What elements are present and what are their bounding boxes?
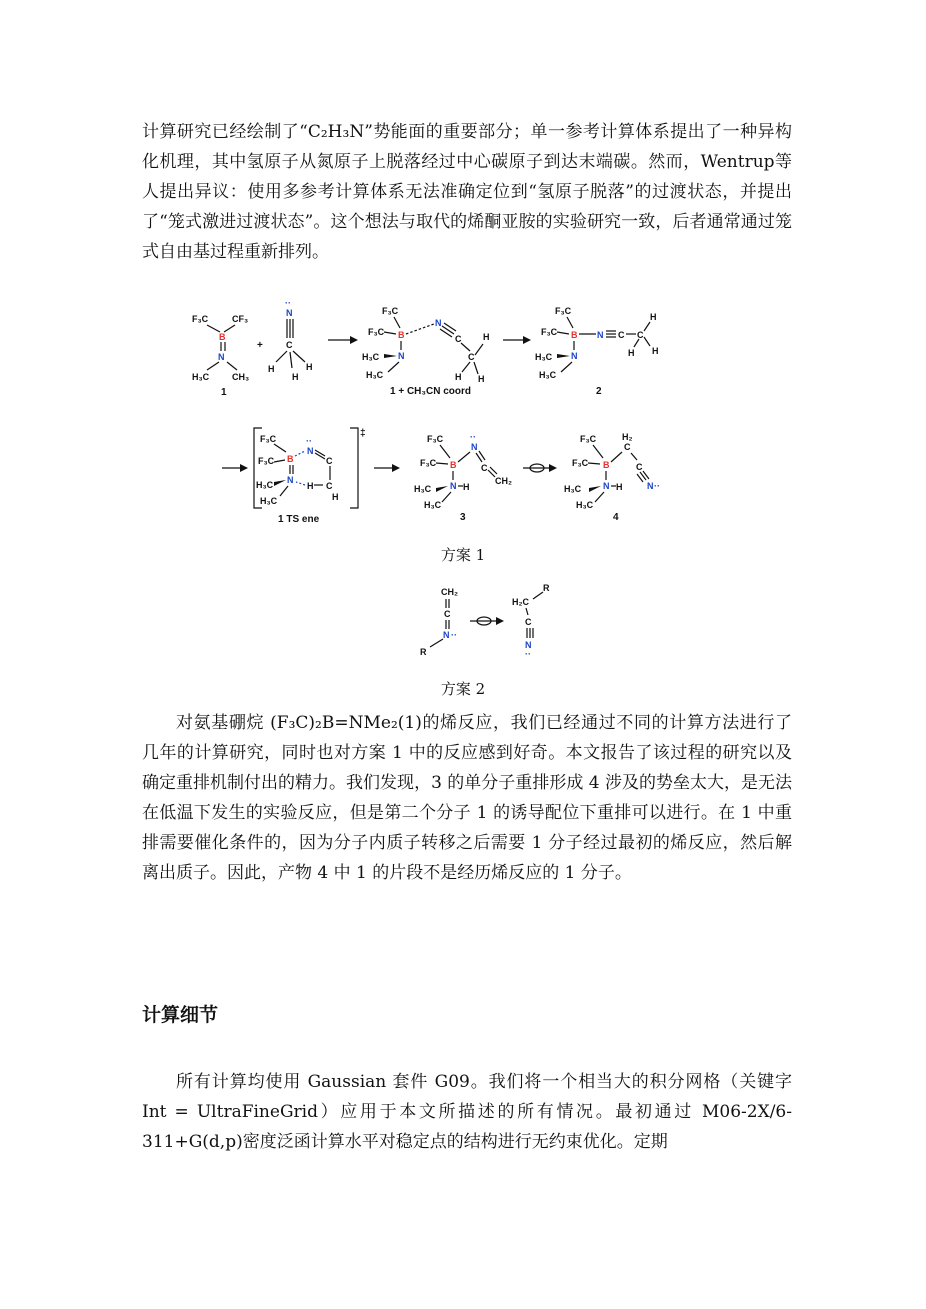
atom-label: B: [398, 330, 405, 340]
atom-label: H₃C: [424, 500, 442, 510]
atom-label: N: [398, 351, 405, 361]
atom-label: C: [636, 462, 643, 472]
compound-1-label: 1: [221, 387, 227, 398]
atom-label: C: [624, 442, 631, 452]
atom-label: H: [616, 482, 623, 492]
coord-complex-structure: [362, 306, 490, 397]
atom-label: C: [637, 330, 644, 340]
atom-label: H₂C: [512, 597, 529, 607]
lone-pair: ··: [285, 298, 291, 308]
atom-label: N: [571, 351, 578, 361]
atom-label: F₃C: [420, 458, 437, 468]
atom-label: F₃C: [260, 434, 277, 444]
scheme-1-caption: 方案 1: [440, 546, 486, 564]
atom-label: N: [597, 330, 604, 340]
atom-label: H: [628, 348, 635, 358]
atom-label: CF₃: [232, 314, 249, 324]
atom-label: F₃C: [427, 434, 444, 444]
lone-pair: ··: [470, 432, 476, 442]
atom-label: H: [332, 492, 339, 502]
atom-label: N: [218, 352, 225, 362]
atom-label: H: [307, 481, 314, 491]
intro-paragraph: 计算研究已经绘制了“C₂H₃N”势能面的重要部分；单一参考计算体系提出了一种异构化机理，其中氢原子从氮原子上脱落经过中心碳原子到达末端碳。然而，Wentrup等人提出异议：使用多参考计算体系无法准确定位到“氢原子脱落”的过渡状态，并提出了“笼式激进过渡状态”。这个想法与取代的烯酮亚胺的实验研究一致，后者通常通过笼式自由基过程重新排列。: [142, 122, 792, 262]
atom-label: H₃C: [192, 372, 210, 382]
atom-label: H: [306, 362, 313, 372]
atom-label: R: [420, 647, 427, 657]
scheme-1-figure: [0, 300, 926, 540]
scheme-2-figure: [0, 575, 926, 670]
compound-4-label: 4: [613, 512, 619, 523]
ts-mark: ‡: [360, 428, 366, 439]
lone-pair: ··: [654, 481, 660, 491]
atom-label: CH₃: [232, 372, 250, 382]
compound-3-label: 3: [460, 512, 466, 523]
plus-sign: +: [257, 340, 263, 351]
atom-label: B: [571, 330, 578, 340]
atom-label: N: [435, 318, 442, 328]
atom-label: N: [647, 481, 654, 491]
atom-label: N: [443, 630, 450, 640]
atom-label: C: [286, 340, 293, 350]
atom-label: F₃C: [572, 458, 589, 468]
compound-1-structure: [192, 314, 249, 398]
ts-ene-structure: [254, 428, 366, 525]
atom-label: H: [650, 312, 657, 322]
atom-label: F₃C: [555, 306, 572, 316]
atom-label: CH₂: [441, 587, 458, 597]
atom-label: F₃C: [580, 434, 597, 444]
atom-label: H: [455, 372, 462, 382]
scheme-2-caption: 方案 2: [440, 680, 486, 698]
atom-label: H₃C: [564, 484, 582, 494]
atom-label: N: [286, 308, 293, 318]
atom-label: H: [478, 374, 485, 384]
atom-label: F₃C: [541, 327, 558, 337]
atom-label: F₃C: [382, 306, 399, 316]
atom-label: B: [603, 460, 610, 470]
acetonitrile-structure: [268, 298, 313, 382]
compound-4-structure: [564, 432, 660, 523]
compound-3-structure: [414, 432, 512, 523]
atom-label: F₃C: [258, 456, 275, 466]
atom-label: H: [292, 372, 299, 382]
body-paragraph: 对氨基硼烷 (F₃C)₂B=NMe₂(1)的烯反应，我们已经通过不同的计算方法进行了几年的计算研究，同时也对方案 1 中的反应感到好奇。本文报告了该过程的研究以及确定重排机制付出的精力。我们发现，3 的单分子重排形成 4 涉及的势垒太大，是无法在低温下发生的实验反应，但是第二个分子 1 的诱导配位下重排可以进行。在 1 中重排需要催化条件的，因为分子内质子转移之后需要 1 分子经过最初的烯反应，然后解离出质子。因此，产物 4 中 1 的片段不是经历烯反应的 1 分子。: [142, 713, 792, 883]
atom-label: H₃C: [260, 496, 278, 506]
atom-label: B: [450, 460, 457, 470]
atom-label: C: [481, 463, 488, 473]
atom-label: C: [444, 609, 451, 619]
scheme-2-reactant: [420, 587, 458, 657]
atom-label: N: [287, 475, 294, 485]
atom-label: N: [307, 446, 314, 456]
atom-label: C: [326, 456, 333, 466]
atom-label: H: [463, 482, 470, 492]
atom-label: B: [219, 332, 226, 342]
atom-label: C: [618, 330, 625, 340]
lone-pair: ··: [451, 630, 457, 640]
atom-label: H: [483, 332, 490, 342]
atom-label: N: [525, 640, 532, 650]
atom-label: R: [543, 583, 550, 593]
atom-label: H₃C: [414, 484, 432, 494]
atom-label: CH₂: [495, 476, 512, 486]
atom-label: C: [455, 334, 462, 344]
atom-label: B: [287, 454, 294, 464]
atom-label: H₃C: [256, 480, 274, 490]
atom-label: N: [450, 481, 457, 491]
atom-label: F₃C: [368, 327, 385, 337]
compound-2-structure: [535, 306, 659, 397]
atom-label: H₃C: [539, 370, 557, 380]
atom-label: H₃C: [366, 370, 384, 380]
atom-label: H: [652, 346, 659, 356]
atom-label: F₃C: [192, 314, 209, 324]
lone-pair: ··: [525, 649, 531, 659]
compound-2-label: 2: [596, 386, 602, 397]
atom-label: H₃C: [362, 352, 380, 362]
atom-label: H: [268, 364, 275, 374]
atom-label: H₂: [622, 432, 633, 442]
coord-label: 1 + CH₃CN coord: [390, 386, 472, 397]
atom-label: H₃C: [535, 352, 553, 362]
computational-paragraph: 所有计算均使用 Gaussian 套件 G09。我们将一个相当大的积分网格（关键字 Int = UltraFineGrid）应用于本文所描述的所有情况。最初通过 M06-2X/6-311+G(d,p)密度泛函计算水平对稳定点的结构进行无约束优化。定期: [142, 1072, 792, 1152]
ts-label: 1 TS ene: [278, 514, 320, 525]
atom-label: C: [326, 481, 333, 491]
atom-label: C: [525, 617, 532, 627]
scheme-2-product: [512, 583, 550, 659]
lone-pair: ··: [306, 436, 312, 446]
section-heading: 计算细节: [142, 1004, 219, 1026]
atom-label: C: [468, 352, 475, 362]
atom-label: N: [603, 481, 610, 491]
atom-label: H₃C: [576, 500, 594, 510]
atom-label: N: [471, 442, 478, 452]
